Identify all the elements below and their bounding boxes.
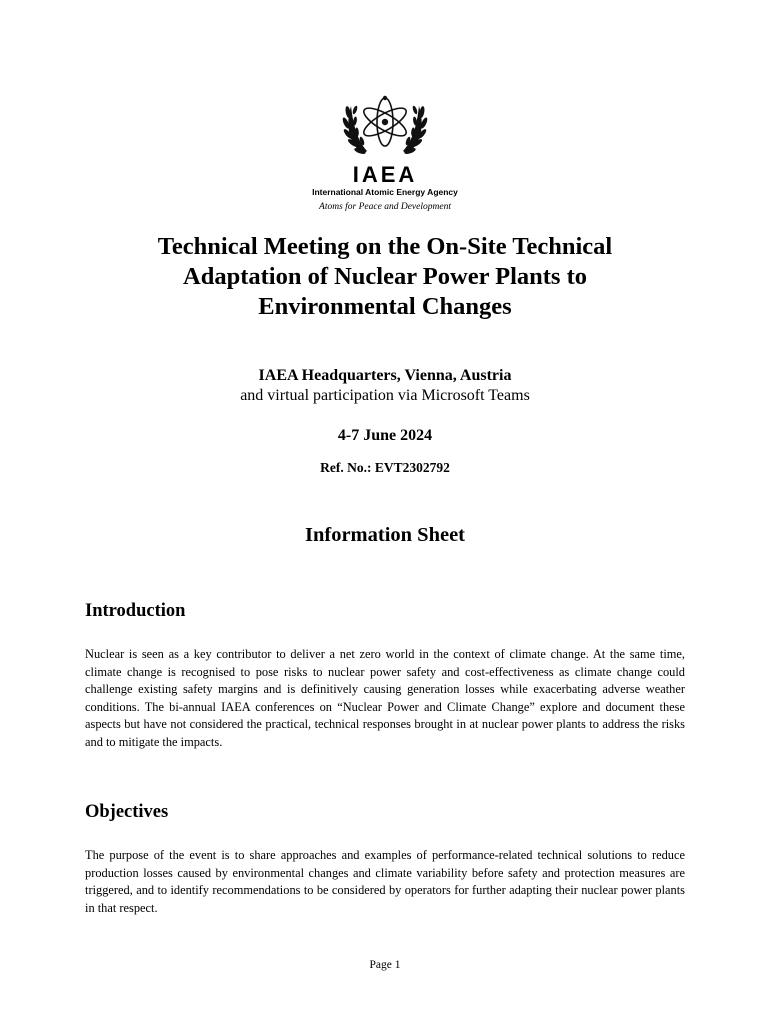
logo-agency-name: International Atomic Energy Agency xyxy=(312,187,458,197)
meeting-title xyxy=(60,232,710,322)
iaea-logo xyxy=(300,88,470,222)
logo-motto: Atoms for Peace and Development xyxy=(319,202,451,212)
iaea-emblem-icon xyxy=(337,88,433,162)
logo-abbreviation: IAEA xyxy=(352,162,418,187)
meeting-title-line-2: Adaptation of Nuclear Power Plants to xyxy=(183,263,587,290)
venue-location: IAEA Headquarters, Vienna, Austria xyxy=(258,367,512,384)
venue-virtual-participation: and virtual participation via Microsoft Teams xyxy=(240,387,530,404)
meeting-title-line-1: Technical Meeting on the On-Site Technical xyxy=(157,233,613,260)
venue-block xyxy=(60,366,710,406)
meeting-dates: 4-7 June 2024 xyxy=(337,427,433,444)
section-heading-introduction: Introduction xyxy=(85,601,186,621)
section-heading-objectives: Objectives xyxy=(85,802,169,822)
section-body-objectives: The purpose of the event is to share approaches and examples of performance-related technical solutions to reduce production losses caused by environmental changes and climate variability before safety and protection measures are triggered, and to identify recommendations to be considered by operators for further adapting their nuclear power plants in that respect. xyxy=(85,848,685,915)
meeting-title-line-3: Environmental Changes xyxy=(258,293,512,320)
page-number: Page 1 xyxy=(369,959,401,971)
section-body-introduction: Nuclear is seen as a key contributor to deliver a net zero world in the context of climate change. At the same time, climate change is recognised to pose risks to nuclear power safety and cost-effectiveness as climate change could challenge existing safety margins and is definitively causing generation losses while exacerbating adverse weather conditions. The bi-annual IAEA conferences on “Nuclear Power and Climate Change” explore and document these aspects but have not considered the practical, technical responses brought in at nuclear power plants to address the risks and to mitigate the impacts. xyxy=(85,647,685,749)
reference-number: Ref. No.: EVT2302792 xyxy=(320,460,450,475)
information-sheet-title: Information Sheet xyxy=(304,524,465,546)
